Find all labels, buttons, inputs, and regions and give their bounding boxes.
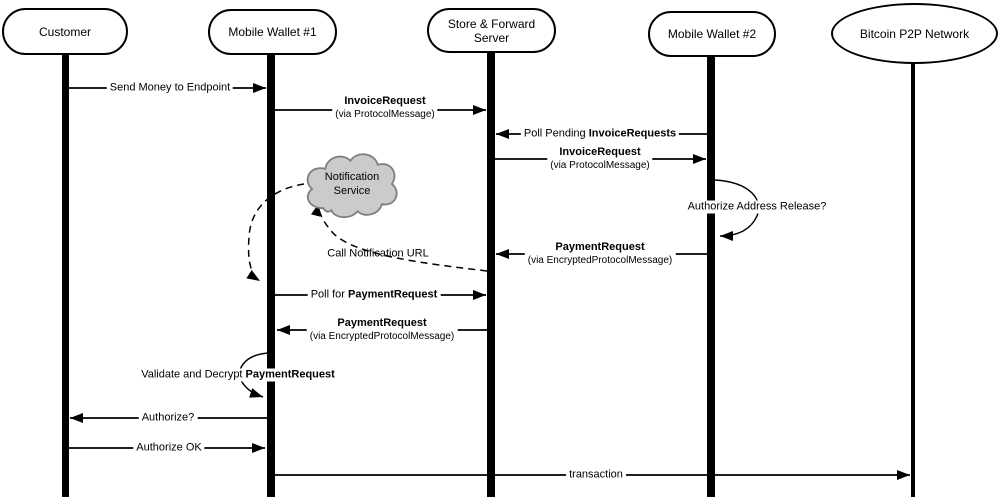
label-validate-and-decrypt-bold: PaymentRequest [245, 368, 335, 381]
label-invoice-request-1-name: InvoiceRequest [344, 95, 426, 107]
label-poll-pending-bold: InvoiceRequests [588, 127, 677, 140]
actor-bitcoin-p2p-network-label: Bitcoin P2P Network [859, 26, 970, 41]
label-authorize [139, 412, 198, 425]
actor-mobile-wallet-2-label: Mobile Wallet #2 [667, 27, 757, 41]
label-payment-request-1-name: PaymentRequest [555, 241, 645, 253]
lifeline-mobile-wallet-2 [707, 55, 715, 497]
label-invoice-request-2 [547, 146, 652, 172]
lifeline-customer [62, 53, 69, 497]
label-authorize-text: Authorize? [141, 411, 195, 424]
label-transaction [566, 469, 626, 482]
lifeline-bitcoin-p2p-network [911, 62, 915, 497]
label-invoice-request-2-via: (via ProtocolMessage) [550, 160, 650, 171]
label-authorize-ok-text: Authorize OK [136, 441, 202, 454]
label-call-notification-url-text: Call Notification URL [327, 247, 429, 260]
label-poll-for-payment-bold: PaymentRequest [348, 288, 438, 301]
label-payment-request-2-via: (via EncryptedProtocolMessage) [309, 331, 455, 342]
label-send-money-text: Send Money to Endpoint [109, 81, 231, 94]
actor-store-forward-server-label: Store & Forward Server [447, 16, 536, 45]
actor-mobile-wallet-1 [208, 9, 337, 55]
label-invoice-request-1-via: (via ProtocolMessage) [335, 109, 435, 120]
label-payment-request-1-via: (via EncryptedProtocolMessage) [527, 255, 673, 266]
lifeline-mobile-wallet-1 [267, 53, 275, 497]
dashed-arrow-notify-wallet1 [249, 184, 304, 281]
actor-mobile-wallet-1-label: Mobile Wallet #1 [228, 25, 317, 39]
label-authorize-address-release-text: Authorize Address Release? [687, 200, 827, 213]
label-poll-pending [521, 128, 679, 141]
actor-mobile-wallet-2 [648, 11, 776, 57]
label-poll-for-payment [308, 289, 441, 302]
label-send-money [107, 82, 233, 95]
label-poll-pending-prefix: Poll Pending [523, 127, 589, 140]
label-payment-request-1 [525, 241, 676, 267]
label-authorize-ok [133, 442, 204, 455]
label-authorize-address-release [685, 201, 830, 214]
actor-bitcoin-p2p-network [831, 3, 998, 64]
label-transaction-text: transaction [569, 468, 623, 481]
actor-customer-label: Customer [38, 24, 91, 39]
actor-store-forward-server [427, 8, 556, 53]
label-payment-request-2-name: PaymentRequest [337, 317, 427, 329]
label-validate-and-decrypt-prefix: Validate and Decrypt [141, 368, 246, 381]
label-call-notification-url [324, 248, 431, 261]
cloud-label-line2: Service [333, 185, 371, 197]
cloud-label-line1: Notification [324, 171, 380, 183]
label-invoice-request-1 [332, 95, 437, 121]
lifeline-store-forward-server [487, 51, 495, 497]
actor-customer [2, 8, 128, 55]
notification-service-label [325, 170, 379, 198]
label-invoice-request-2-name: InvoiceRequest [559, 146, 641, 158]
label-poll-for-payment-prefix: Poll for [310, 288, 349, 301]
label-payment-request-2 [307, 317, 458, 343]
label-validate-and-decrypt [138, 369, 338, 382]
